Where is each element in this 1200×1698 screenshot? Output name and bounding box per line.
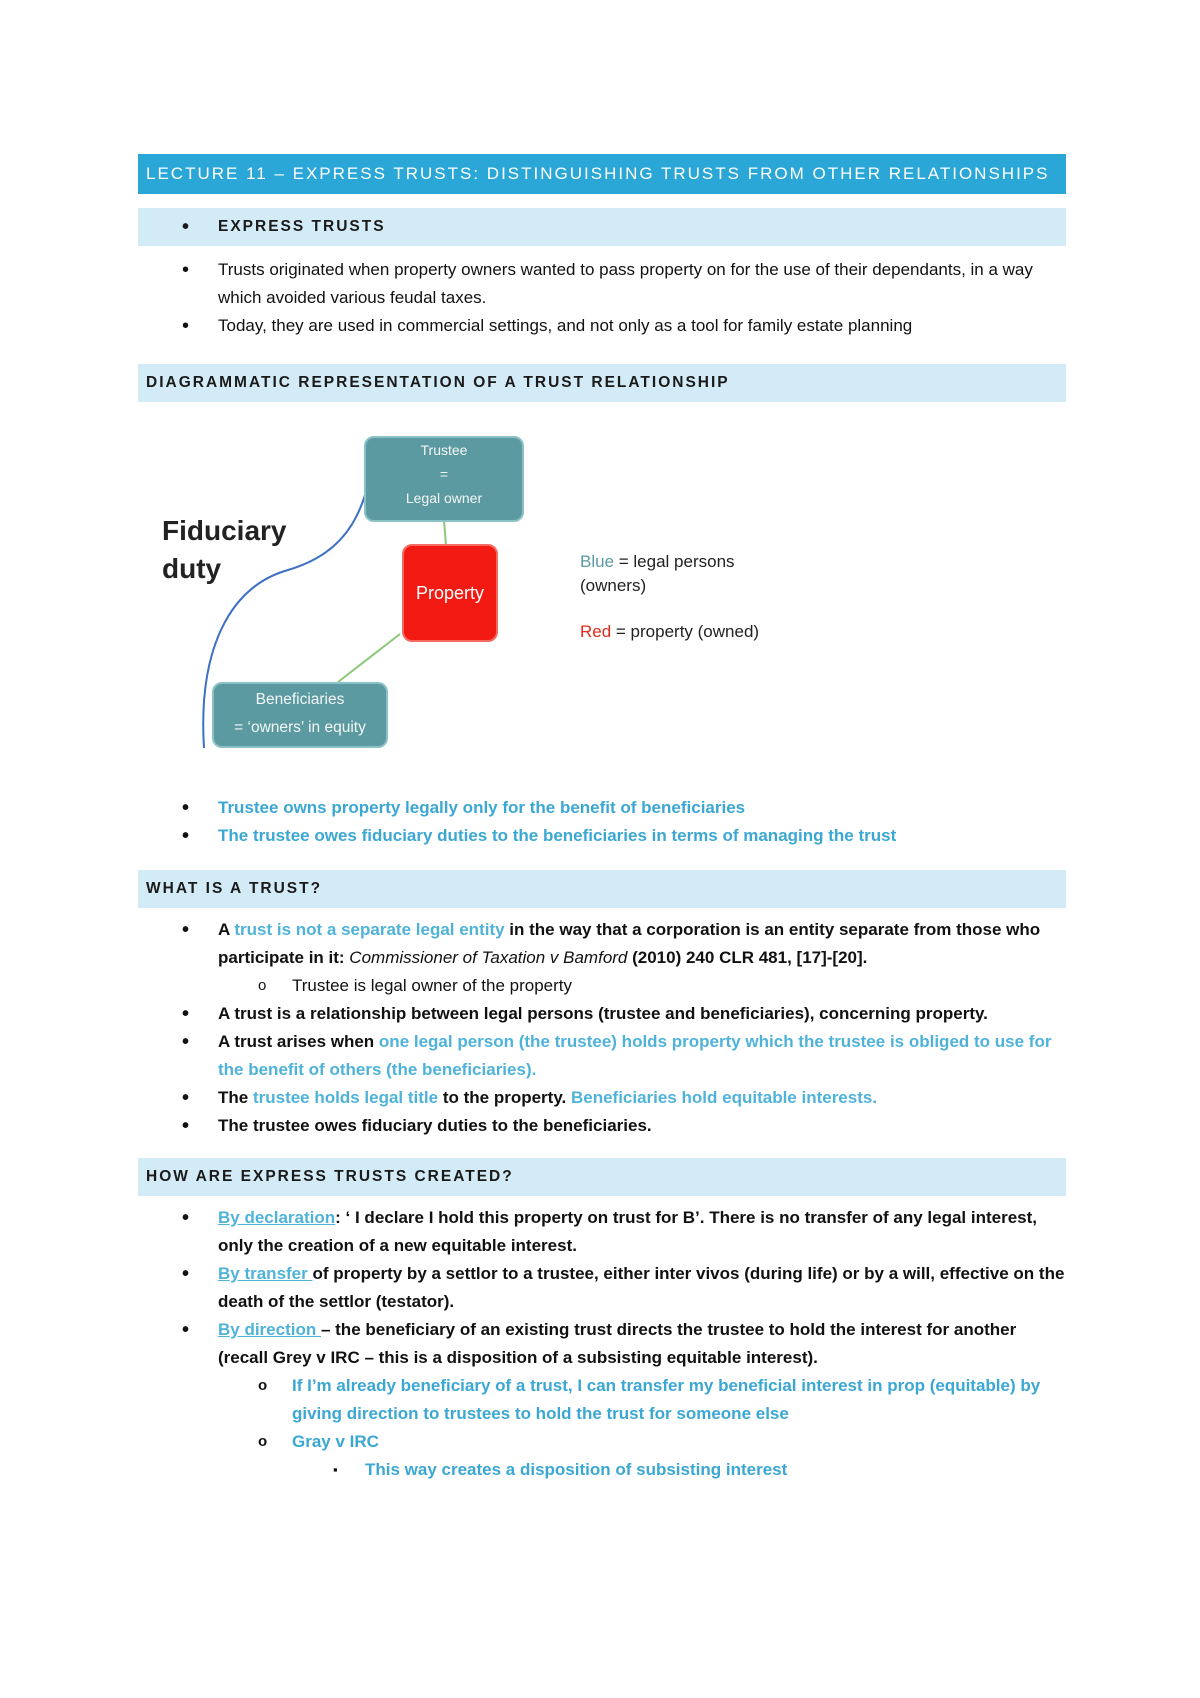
sub-sub-list-item: ▪ This way creates a disposition of subsisting interest [138,1456,1066,1484]
highlight-text: Beneficiaries hold equitable interests. [570,1088,878,1107]
legend-blue-text: = legal persons [614,552,735,571]
how-created-list [138,1204,1066,1484]
sub-list-item: o Gray v IRC [138,1428,1066,1456]
text-run: to the property. [438,1088,571,1107]
text-run: The [218,1088,253,1107]
beneficiaries-node [212,682,388,748]
fiduciary-word: Fiduciary [162,515,287,546]
text-run: of property by a settlor to a trustee, either inter vivos (during life) or by a will, effective on the death of the settlor (testator). [218,1264,1065,1311]
list-item: • A trust is a relationship between legal persons (trustee and beneficiaries), concerning property. [138,1000,1066,1028]
heading-how-created: HOW ARE EXPRESS TRUSTS CREATED? [138,1158,1066,1196]
text-run: (2010) 240 CLR 481, [17]-[20]. [627,948,868,967]
legend-blue-word: Blue [580,552,615,571]
highlight-text: one legal person (the trustee) holds property which the trustee is obliged to use for the benefit of others (the beneficiaries). [218,1032,1052,1079]
method-link-transfer[interactable]: By transfer [218,1264,313,1283]
legend-red-word: Red [580,622,612,641]
method-link-direction[interactable]: By direction [218,1320,321,1339]
heading-what-is-a-trust: WHAT IS A TRUST? [138,870,1066,908]
text-run: A [218,920,235,939]
beneficiaries-label: Beneficiaries [255,691,345,708]
list-item [138,1204,1066,1260]
list-item [138,916,1066,972]
trustee-equals: = [439,466,449,482]
document-page [138,154,1066,1484]
diagram-notes-list [138,794,1066,850]
text-run: in the way that a corporation is an entity separate from those who participate in it: [218,920,1041,967]
sub-list-item: o Trustee is legal owner of the property [138,972,1066,1000]
highlight-text: trustee holds legal title [252,1088,439,1107]
legal-owner-label: Legal owner [405,490,483,506]
list-item [138,1028,1066,1084]
list-item: • Trusts originated when property owners wanted to pass property on for the use of their dependants, in a way which avoided various feudal taxes. [138,256,1066,312]
list-item: • Trustee owns property legally only for the benefit of beneficiaries [138,794,1066,822]
express-trusts-list [138,256,1066,340]
list-item: • Today, they are used in commercial settings, and not only as a tool for family estate planning [138,312,1066,340]
lecture-title: LECTURE 11 – EXPRESS TRUSTS: DISTINGUISHING TRUSTS FROM OTHER RELATIONSHIPS [138,154,1066,194]
owners-in-equity-label: = ‘owners’ in equity [234,719,366,736]
trustee-node [364,436,524,522]
case-citation: Commissioner of Taxation v Bamford [349,948,628,967]
fiduciary-duty-label [162,512,286,588]
what-is-trust-list [138,916,1066,1140]
list-item: • The trustee owes fiduciary duties to the beneficiaries. [138,1112,1066,1140]
trustee-label: Trustee [420,442,468,458]
legend-blue-line2: (owners) [580,576,647,595]
text-run: : ‘ I declare I hold this property on trust for B’. There is no transfer of any legal interest, only the creation of a new equitable interest. [218,1208,1038,1255]
sub-list-item: o If I’m already beneficiary of a trust, I can transfer my beneficial interest in prop (equitable) by giving direction to trustees to hold the trust for someone else [138,1372,1066,1428]
list-item: • The trustee owes fiduciary duties to the beneficiaries in terms of managing the trust [138,822,1066,850]
legend-red-text: = property (owned) [611,622,760,641]
duty-word: duty [162,553,222,584]
property-beneficiaries-connector [338,634,400,682]
highlight-text: trust is not a separate legal entity [234,920,505,939]
list-item [138,1084,1066,1112]
trust-diagram [138,402,1066,792]
text-run: – the beneficiary of an existing trust directs the trustee to hold the interest for another (recall Grey v IRC – this is a disposition of a subsisting equitable interest). [218,1320,1017,1367]
text-run: A trust arises when [218,1032,379,1051]
heading-diagram: DIAGRAMMATIC REPRESENTATION OF A TRUST RELATIONSHIP [138,364,1066,402]
property-node: Property [402,544,498,642]
method-link-declaration[interactable]: By declaration [218,1208,336,1227]
trustee-property-connector [444,520,446,546]
list-item [138,1260,1066,1316]
list-item [138,1316,1066,1372]
heading-express-trusts: • EXPRESS TRUSTS [138,208,1066,246]
diagram-legend [580,550,759,644]
